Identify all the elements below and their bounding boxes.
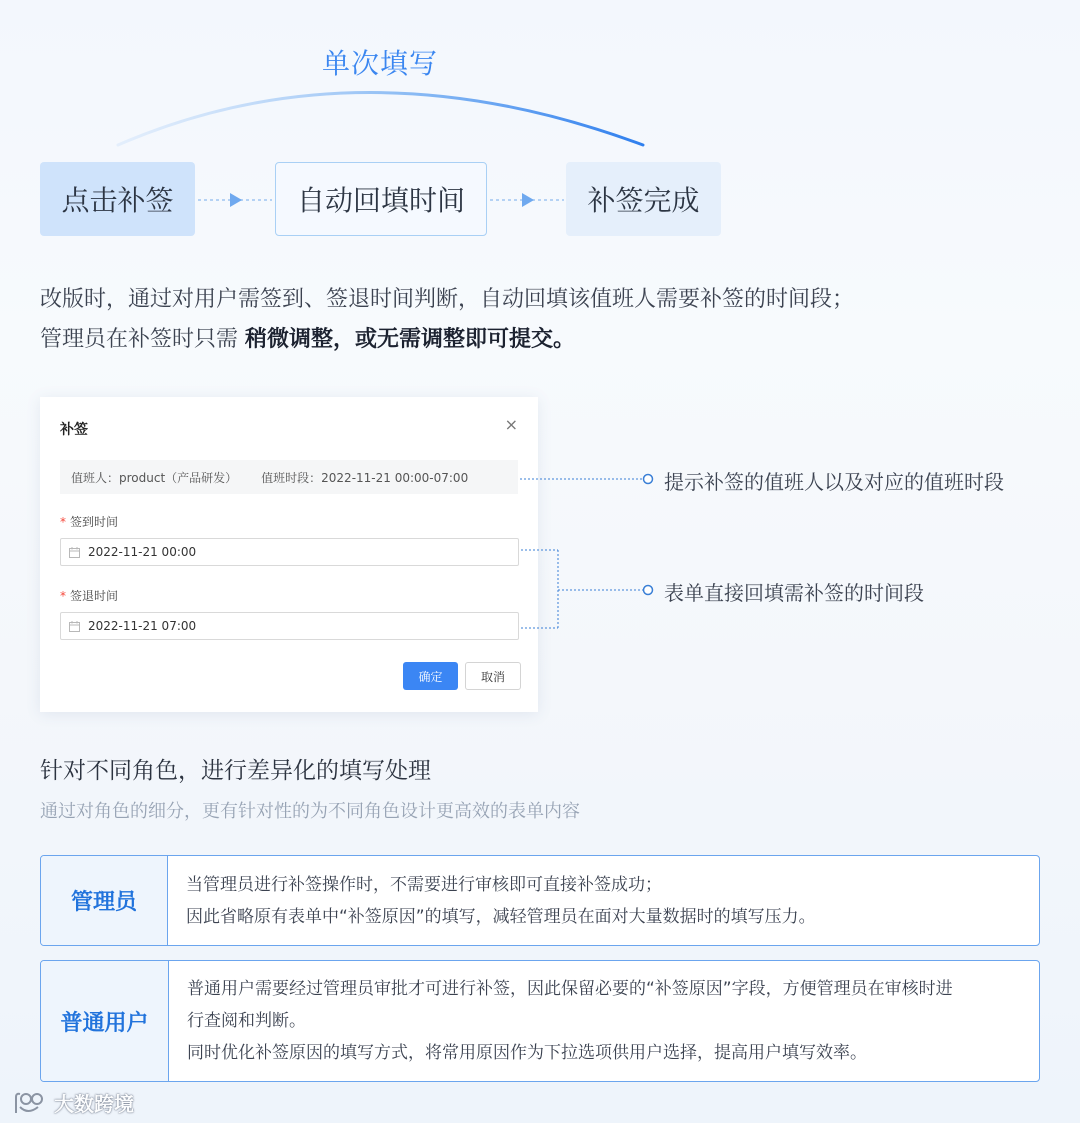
role-description-line: 行查阅和判断。 [187, 1011, 306, 1031]
duty-person: 值班人：product（产品研发） [71, 470, 238, 485]
checkin-time-value: 2022-11-21 00:00 [88, 545, 197, 559]
required-mark: * [60, 589, 66, 603]
dialog-title: 补签 [60, 422, 88, 438]
role-card-regular-user [40, 960, 1040, 1082]
role-description-line: 普通用户需要经过管理员审批才可进行补签，因此保留必要的“补签原因”字段，方便管理员在审核时进 [187, 979, 953, 999]
close-icon[interactable]: × [504, 415, 518, 434]
duty-period: 值班时段：2022-11-21 00:00-07:00 [261, 470, 469, 485]
flow-step-auto-fill: 自动回填时间 [275, 162, 487, 236]
description-line-2-prefix: 管理员在补签时只需 [40, 327, 245, 352]
description-line-2-emphasis: 稍微调整，或无需调整即可提交。 [245, 327, 576, 352]
role-description-line: 同时优化补签原因的填写方式，将常用原因作为下拉选项供用户选择，提高用户填写效率。 [187, 1043, 867, 1063]
role-description-line: 因此省略原有表单中“补签原因”的填写，减轻管理员在面对大量数据时的填写压力。 [186, 906, 816, 927]
roles-heading: 针对不同角色，进行差异化的填写处理 [40, 758, 431, 784]
watermark [10, 1088, 134, 1117]
flow-arc-label: 单次填写 [321, 47, 438, 80]
role-description-admin [168, 856, 1039, 945]
callout-duty-info: 提示补签的值班人以及对应的值班时段 [664, 470, 1004, 494]
roles-subheading: 通过对角色的细分，更有针对性的为不同角色设计更高效的表单内容 [40, 801, 580, 822]
role-description-regular-user [169, 961, 1039, 1081]
role-description-line: 当管理员进行补签操作时，不需要进行审核即可直接补签成功； [186, 874, 662, 895]
callout-form-autofill: 表单直接回填需补签的时间段 [664, 581, 924, 605]
watermark-logo-icon [10, 1089, 50, 1117]
checkin-label: * 签到时间 [60, 515, 119, 529]
flow-step-complete: 补签完成 [566, 162, 721, 236]
role-card-admin [40, 855, 1040, 946]
checkout-time-value: 2022-11-21 07:00 [88, 619, 197, 633]
role-name-admin: 管理员 [41, 856, 168, 945]
watermark-text: 大数跨境 [54, 1092, 134, 1116]
flow-step-click-resign: 点击补签 [40, 162, 195, 236]
description-line-1: 改版时，通过对用户需签到、签退时间判断，自动回填该值班人需要补签的时间段； [40, 287, 855, 312]
checkout-label: * 签退时间 [60, 589, 119, 603]
role-name-regular-user: 普通用户 [41, 961, 169, 1081]
confirm-button[interactable]: 确定 [403, 662, 458, 690]
cancel-button[interactable]: 取消 [465, 662, 521, 690]
required-mark: * [60, 515, 66, 529]
